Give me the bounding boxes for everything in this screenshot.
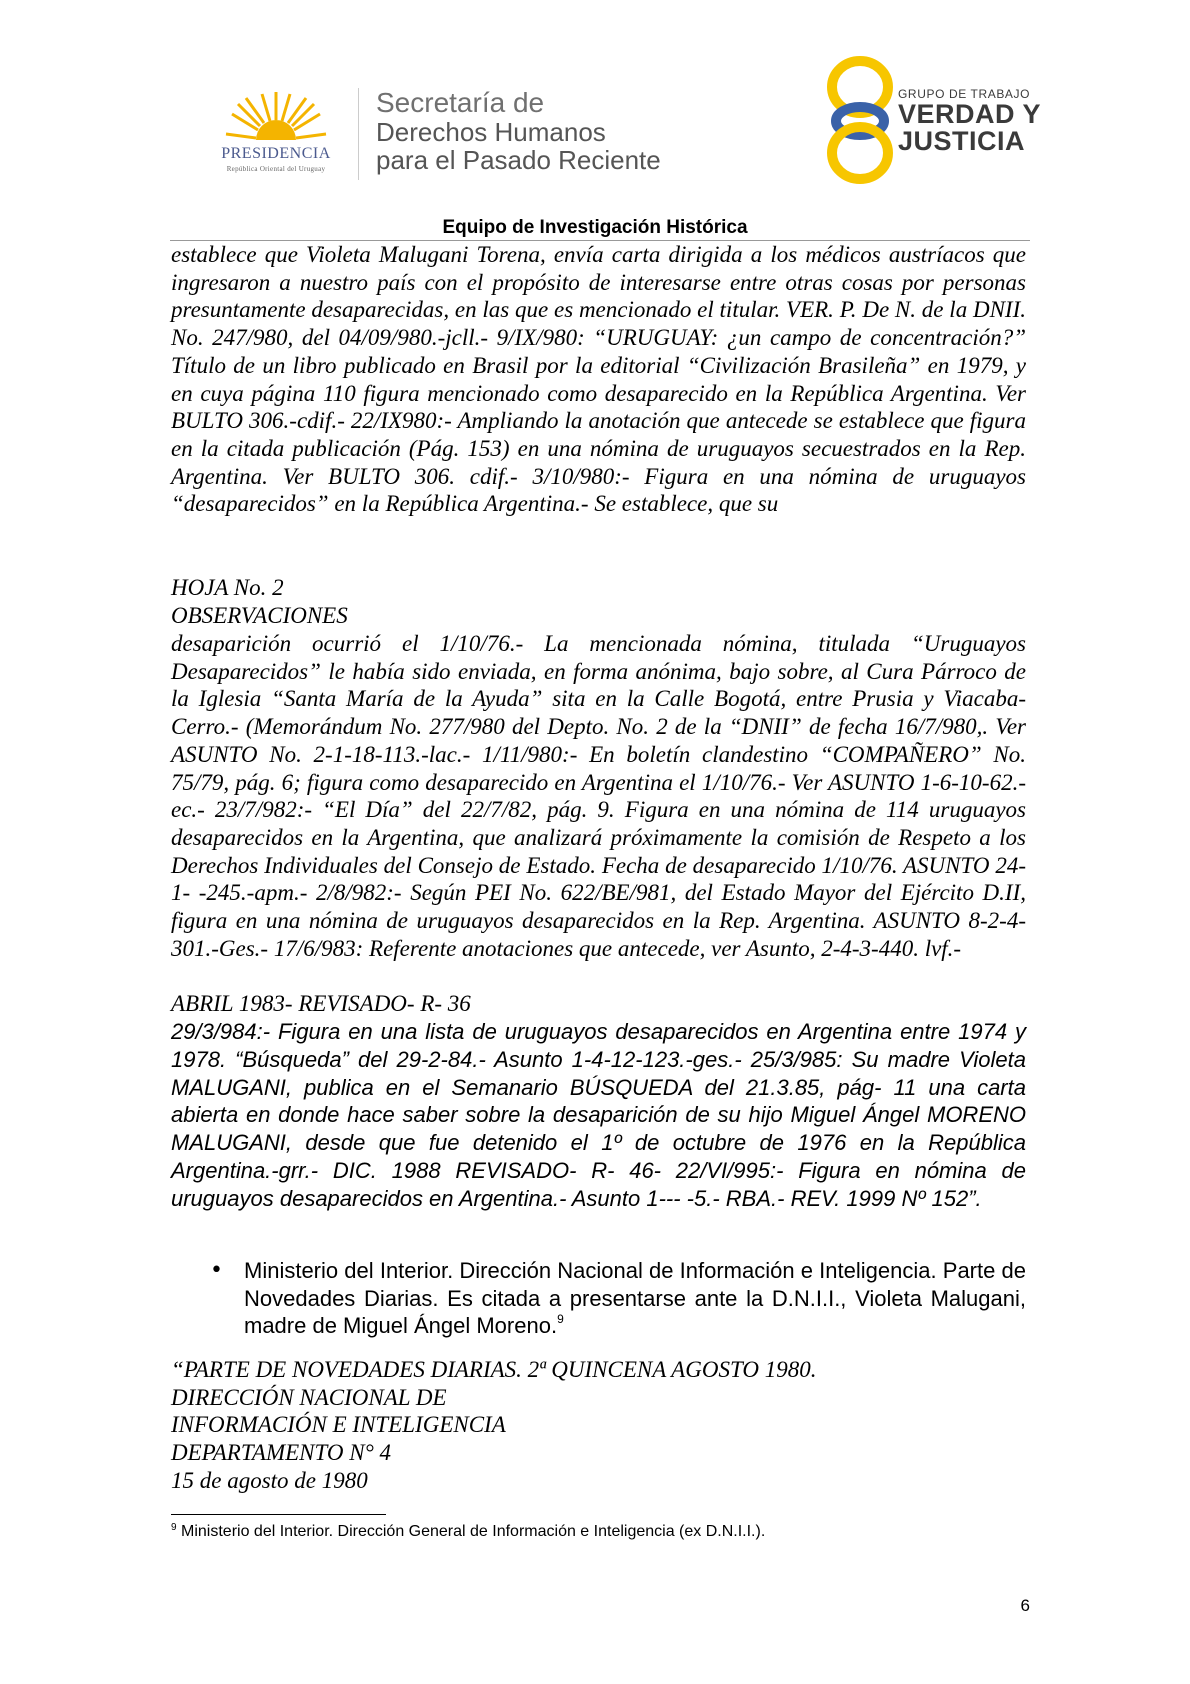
quote-line-2: DIRECCIÓN NACIONAL DE [171, 1384, 447, 1410]
quote-line-3: INFORMACIÓN E INTELIGENCIA [171, 1412, 506, 1438]
document-header [0, 0, 1190, 240]
abril-line [171, 990, 1026, 1018]
quote-line-1: “PARTE DE NOVEDADES DIARIAS. 2ª QUINCENA AGOSTO 1980. [171, 1357, 817, 1382]
paragraph-3 [171, 1018, 1026, 1213]
footnote [171, 1522, 765, 1542]
paragraph-2 [171, 630, 1026, 962]
verdad-label: VERDAD Y [898, 99, 1042, 129]
presidencia-subtitle: República Oriental del Uruguay [226, 165, 326, 173]
quote-line-4: DEPARTAMENTO N° 4 [171, 1440, 392, 1466]
paragraph-1-text: establece que Violeta Malugani Torena, envía carta dirigida a los médicos austríacos que ingresaron a nuestro país con el propósito de interesarse entre otras cosas por personas presuntamente desaparecidas, en las que es mencionado el titular. VER. P. De N. de la DNII. No. 247/980, del 04/09/980.-jcll.- 9/IX/980: “URUGUAY: ¿un campo de concentración?” Título de un libro publicado en Brasil por la editorial “Civilización Brasileña” en 1979, y en cuya página 110 figura mencionado como desaparecido en la República Argentina. Ver BULTO 306.-cdif.- 22/IX980:- Ampliando la anotación que antecede se establece que figura en la citada publicación (Pág. 153) en una nómina de uruguayos secuestrados en la Rep. Argentina. Ver BULTO 306. cdif.- 3/10/980:- Figura en una nómina de uruguayos “desaparecidos” en la República Argentina.- Se establece, que su [171, 242, 1026, 517]
quote-block [171, 1356, 1026, 1495]
quote-line-5: 15 de agosto de 1980 [171, 1467, 368, 1493]
bullet-text-content: Ministerio del Interior. Dirección Nacional de Información e Inteligencia. Parte de Novedades Diarias. Es citada a presentarse ante la D.N.I.I., Violeta Malugani, madre de Miguel Ángel Moreno. [244, 1258, 1026, 1339]
grupo-de-trabajo-label: GRUPO DE TRABAJO [898, 87, 1031, 101]
header-divider [358, 88, 359, 180]
abril-text: ABRIL 1983- REVISADO- R- 36 [171, 991, 471, 1016]
justicia-label: JUSTICIA [898, 126, 1026, 156]
verdad-justicia-rings-icon [820, 55, 900, 185]
secretaria-line-2: Derechos Humanos [376, 117, 606, 147]
secretaria-title [376, 88, 661, 174]
paragraph-2-text: desaparición ocurrió el 1/10/76.- La mencionada nómina, titulada “Uruguayos Desaparecidos” le había sido enviada, en forma anónima, bajo sobre, al Cura Párroco de la Iglesia “Santa María de la Ayuda” sita en la Calle Bogotá, entre Prusia y Viacaba- Cerro.- (Memorándum No. 277/980 del Depto. No. 2 de la “DNII” de fecha 16/7/980,. Ver ASUNTO No. 2-1-18-113.-lac.- 1/11/980:- En boletín clandestino “COMPAÑERO” No. 75/79, pág. 6; figura como desaparecido en Argentina el 1/10/76.- Ver ASUNTO 1-6-10-62.-ec.- 23/7/982:- “El Día” del 22/7/82, pág. 9. Figura en una nómina de 114 uruguayos desaparecidos en la Argentina, que analizará próximamente la comisión de Respeto a los Derechos Individuales del Consejo de Estado. Fecha de desaparecido 1/10/76. ASUNTO 24-1- -245.-apm.- 2/8/982:- Según PEI No. 622/BE/981, del Estado Mayor del Ejército D.II, figura en una nómina de uruguayos desaparecidos en la Rep. Argentina. ASUNTO 8-2-4-301.-Ges.- 17/6/983: Referente anotaciones que antecede, ver Asunto, 2-4-3-440. lvf.- [171, 631, 1026, 961]
verdad-justicia-text [898, 87, 1041, 155]
footnote-number: 9 [171, 1522, 177, 1533]
hoja-heading [171, 574, 1026, 629]
observaciones-label: OBSERVACIONES [171, 602, 348, 628]
footnote-rule [171, 1514, 386, 1515]
footnote-reference[interactable]: 9 [557, 1312, 564, 1327]
paragraph-3-text: 29/3/984:- Figura en una lista de uruguayos desaparecidos en Argentina entre 1974 y 1978. “Búsqueda” del 29-2-84.- Asunto 1-4-12-123.-ges.- 25/3/985: Su madre Violeta MALUGANI, publica en el Semanario BÚSQUEDA del 21.3.85, pág- 11 una carta abierta en donde hace saber sobre la desaparición de su hijo Miguel Ángel MORENO MALUGANI, desde que fue detenido el 1º de octubre de 1976 en la República Argentina.-grr.- DIC. 1988 REVISADO- R- 46- 22/VI/995:- Figura en nómina de uruguayos desaparecidos en Argentina.- Asunto 1--- -5.- RBA.- REV. 1999 Nº 152”. [171, 1019, 1026, 1211]
secretaria-line-1: Secretaría de [376, 87, 545, 118]
bullet-text [244, 1257, 1026, 1340]
presidencia-label: PRESIDENCIA [221, 145, 331, 162]
paragraph-1 [171, 241, 1026, 518]
footnote-text: Ministerio del Interior. Dirección General de Información e Inteligencia (ex D.N.I.I.). [181, 1523, 766, 1540]
page-number: 6 [1020, 1596, 1030, 1615]
hoja-label: HOJA No. 2 [171, 575, 284, 600]
team-title: Equipo de Investigación Histórica [442, 217, 748, 238]
secretaria-line-3: para el Pasado Reciente [376, 145, 661, 175]
bullet-marker: • [210, 1258, 223, 1283]
